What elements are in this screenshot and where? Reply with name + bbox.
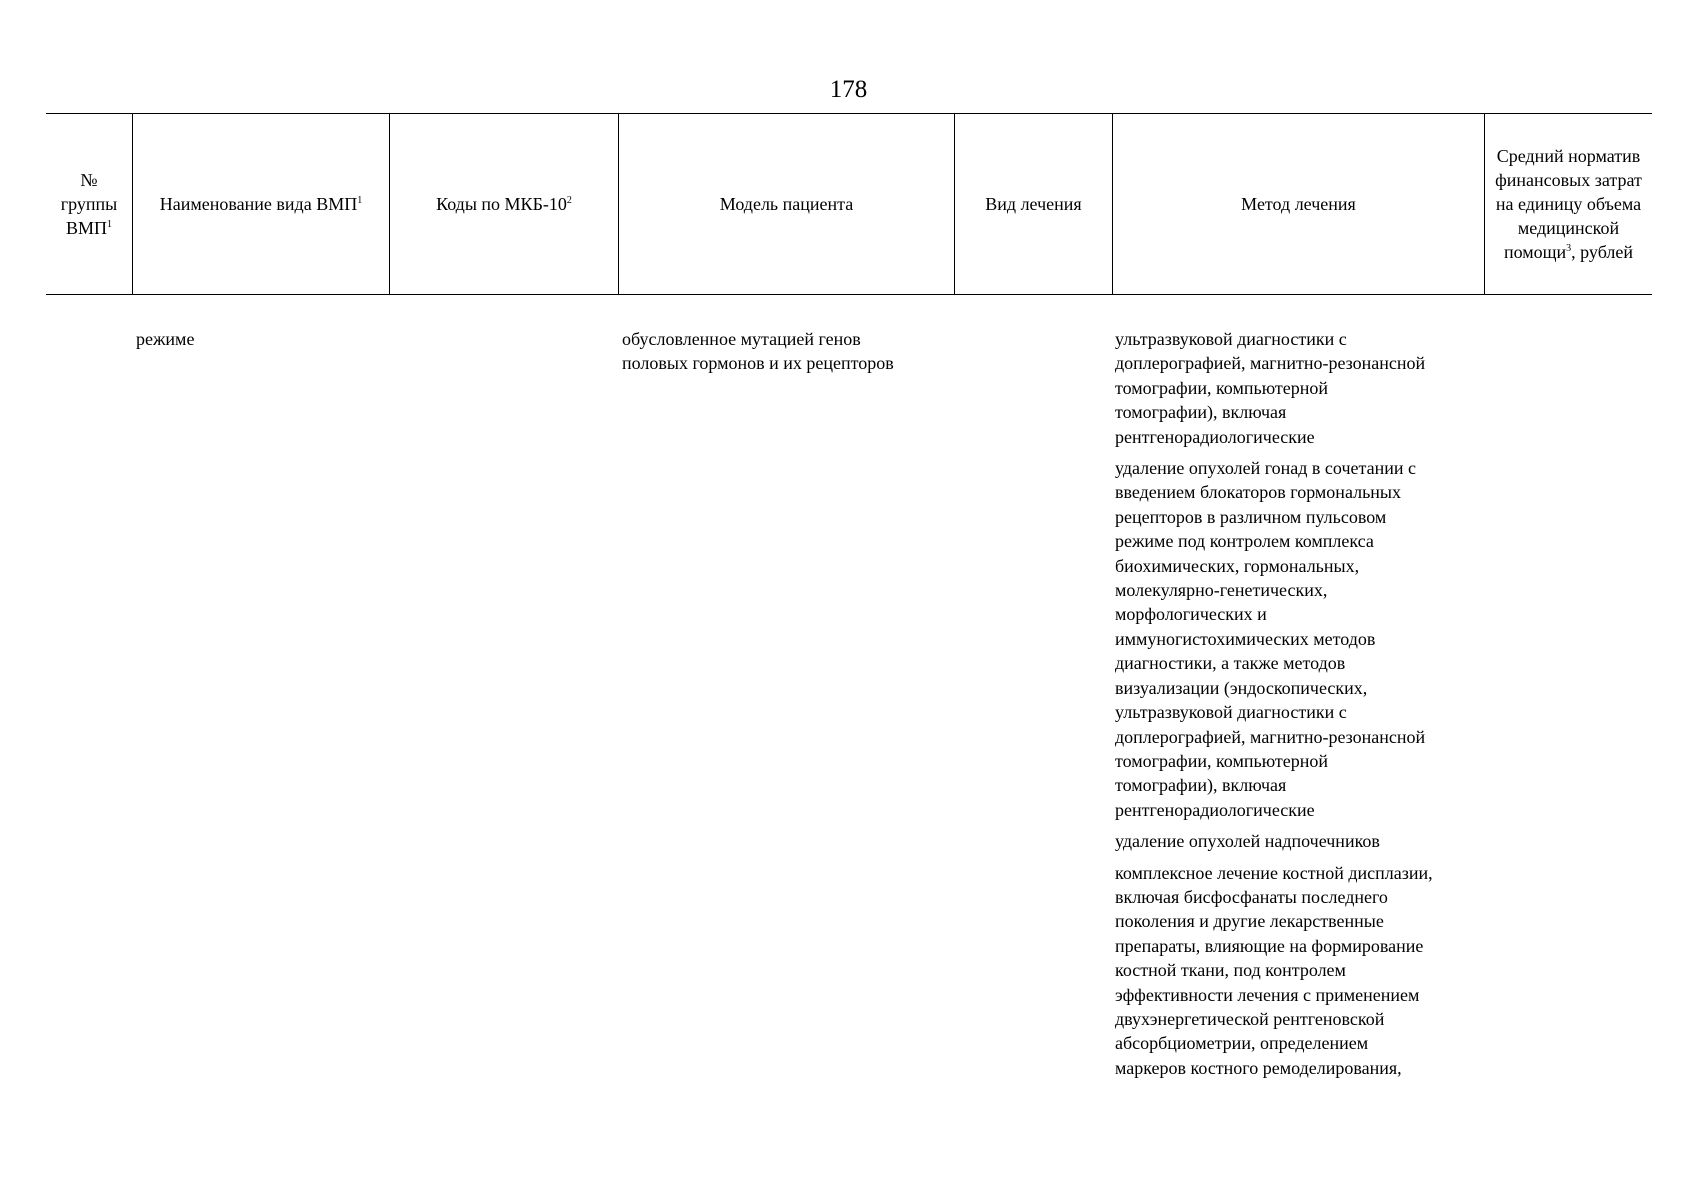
text-line: томографии), включая (1115, 402, 1287, 423)
text-line: визуализации (эндоскопических, (1115, 677, 1368, 698)
header-cell-codes (389, 114, 618, 294)
text-line: рецепторов в различном пульсовом (1115, 506, 1387, 527)
table-header (46, 113, 1652, 295)
header-codes-label: Коды по МКБ-10 (436, 194, 567, 214)
text-line: диагностики, а также методов (1115, 653, 1346, 674)
method-block (1115, 327, 1485, 449)
text-line: абсорбциометрии, определением (1115, 1033, 1369, 1054)
header-cost-unit: , рублей (1571, 242, 1634, 262)
footnote-ref: 3 (1566, 243, 1572, 254)
text-line: эффективности лечения с применением (1115, 984, 1420, 1005)
text-line: удаление опухолей надпочечников (1115, 831, 1380, 852)
footnote-ref: 1 (107, 219, 112, 230)
text-line: доплерографией, магнитно-резонансной (1115, 353, 1426, 374)
cell-name (136, 327, 386, 351)
method-block (1115, 829, 1485, 853)
text-line: двухэнергетической рентгеновской (1115, 1008, 1385, 1029)
footnote-ref: 2 (566, 195, 572, 206)
text-line: режиме под контролем комплекса (1115, 531, 1374, 552)
cell-method (1115, 327, 1485, 1087)
text-line: ультразвуковой диагностики с (1115, 702, 1347, 723)
text-line: режиме (136, 329, 195, 349)
header-cell-treatment-type (954, 114, 1112, 294)
method-block (1115, 456, 1485, 822)
text-line: маркеров костного ремоделирования, (1115, 1057, 1402, 1078)
header-cost-label: Средний норматив финансовых затрат на единицу объема медицинской помощи (1495, 146, 1642, 262)
text-line: рентгенорадиологические (1115, 426, 1315, 447)
header-cell-name (132, 114, 389, 294)
page-number: 178 (829, 76, 868, 103)
text-line: иммуногистохимических методов (1115, 628, 1376, 649)
text-line: биохимических, гормональных, (1115, 555, 1360, 576)
header-cell-method (1112, 114, 1484, 294)
text-line: препараты, влияющие на формирование (1115, 935, 1424, 956)
text-line: введением блокаторов гормональных (1115, 482, 1402, 503)
header-cell-group-no (46, 114, 132, 294)
text-line: томографии), включая (1115, 775, 1287, 796)
text-line: поколения и другие лекарственные (1115, 911, 1384, 932)
header-cell-cost (1484, 114, 1652, 294)
text-line: костной ткани, под контролем (1115, 960, 1346, 981)
text-line: томографии, компьютерной (1115, 750, 1329, 771)
text-line: морфологических и (1115, 604, 1267, 625)
text-line: половых гормонов и их рецепторов (622, 353, 894, 374)
header-cell-model (618, 114, 954, 294)
header-name-label: Наименование вида ВМП (159, 194, 358, 214)
method-block (1115, 861, 1485, 1081)
header-model-label: Модель пациента (719, 194, 854, 214)
text-line: рентгенорадиологические (1115, 799, 1315, 820)
text-line: доплерографией, магнитно-резонансной (1115, 726, 1426, 747)
header-group-no-label: № группы ВМП (60, 170, 118, 238)
text-line: включая бисфосфанаты последнего (1115, 886, 1388, 907)
text-line: обусловленное мутацией генов (622, 329, 861, 349)
header-treatment-type-label: Вид лечения (985, 194, 1082, 214)
header-method-label: Метод лечения (1241, 194, 1356, 214)
footnote-ref: 1 (357, 195, 363, 206)
text-line: молекулярно-генетических, (1115, 580, 1328, 601)
cell-model (622, 327, 942, 376)
text-line: ультразвуковой диагностики с (1115, 329, 1347, 349)
text-line: комплексное лечение костной дисплазии, (1115, 862, 1433, 883)
text-line: томографии, компьютерной (1115, 377, 1329, 398)
text-line: удаление опухолей гонад в сочетании с (1115, 458, 1416, 479)
